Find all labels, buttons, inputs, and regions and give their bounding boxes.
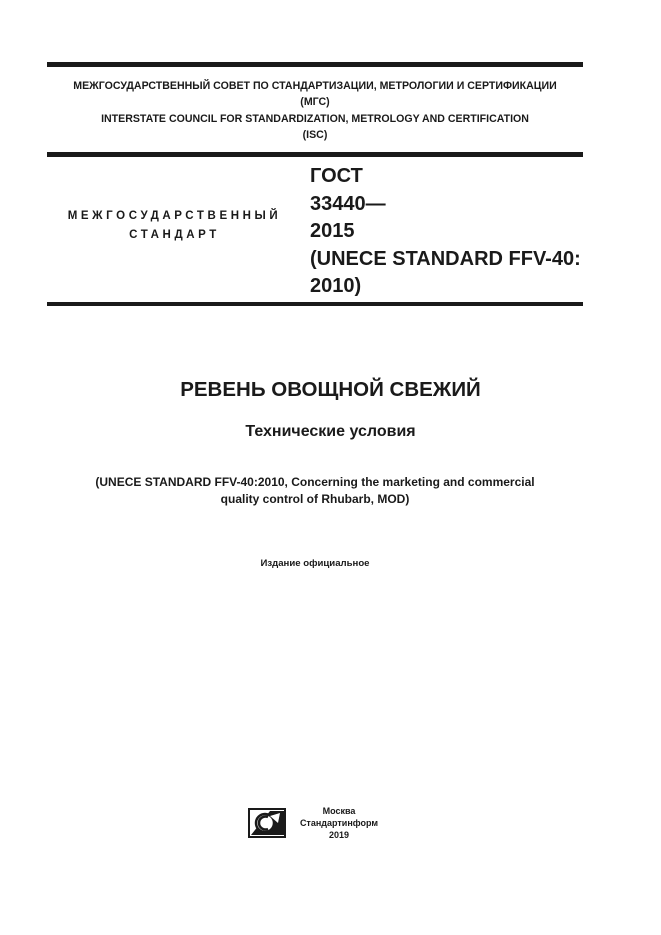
council-name-en <box>47 111 583 143</box>
top-rule <box>47 62 583 67</box>
council-en-line2: (ISC) <box>302 129 328 141</box>
reference-note <box>60 474 570 508</box>
council-ru-line2: (МГС) <box>300 96 330 108</box>
publisher-name: Стандартинформ <box>299 818 379 828</box>
standard-type-line2: СТАНДАРТ <box>129 229 220 241</box>
standard-type-line1: МЕЖГОСУДАРСТВЕННЫЙ <box>67 210 282 222</box>
edition-label: Издание официальное <box>260 558 370 569</box>
designation-line2: 33440— <box>310 192 386 215</box>
middle-rule <box>47 152 583 157</box>
designation-line4: (UNECE STANDARD FFV-40: <box>310 247 581 270</box>
publisher-info <box>296 805 382 841</box>
council-en-line1: INTERSTATE COUNCIL FOR STANDARDIZATION, METROLOGY AND CERTIFICATION <box>101 113 529 125</box>
document-subtitle: Технические условия <box>245 423 416 440</box>
designation-line5: 2010) <box>310 275 362 297</box>
standard-type <box>47 207 302 245</box>
publisher-city: Москва <box>322 806 356 816</box>
designation-line1: ГОСТ <box>310 165 363 187</box>
standartinform-logo-icon <box>248 805 288 840</box>
publication-year: 2019 <box>328 830 350 840</box>
designation-line3: 2015 <box>310 220 355 242</box>
bottom-rule <box>47 302 583 306</box>
reference-note-line2: quality control of Rhubarb, MOD) <box>220 492 410 506</box>
council-name-ru <box>47 78 583 110</box>
reference-note-line1: (UNECE STANDARD FFV-40:2010, Concerning the marketing and commercial <box>95 475 535 489</box>
council-ru-line1: МЕЖГОСУДАРСТВЕННЫЙ СОВЕТ ПО СТАНДАРТИЗАЦИИ, МЕТРОЛОГИИ И СЕРТИФИКАЦИИ <box>73 80 557 92</box>
standard-designation <box>310 163 581 301</box>
document-title: РЕВЕНЬ ОВОЩНОЙ СВЕЖИЙ <box>180 378 481 401</box>
